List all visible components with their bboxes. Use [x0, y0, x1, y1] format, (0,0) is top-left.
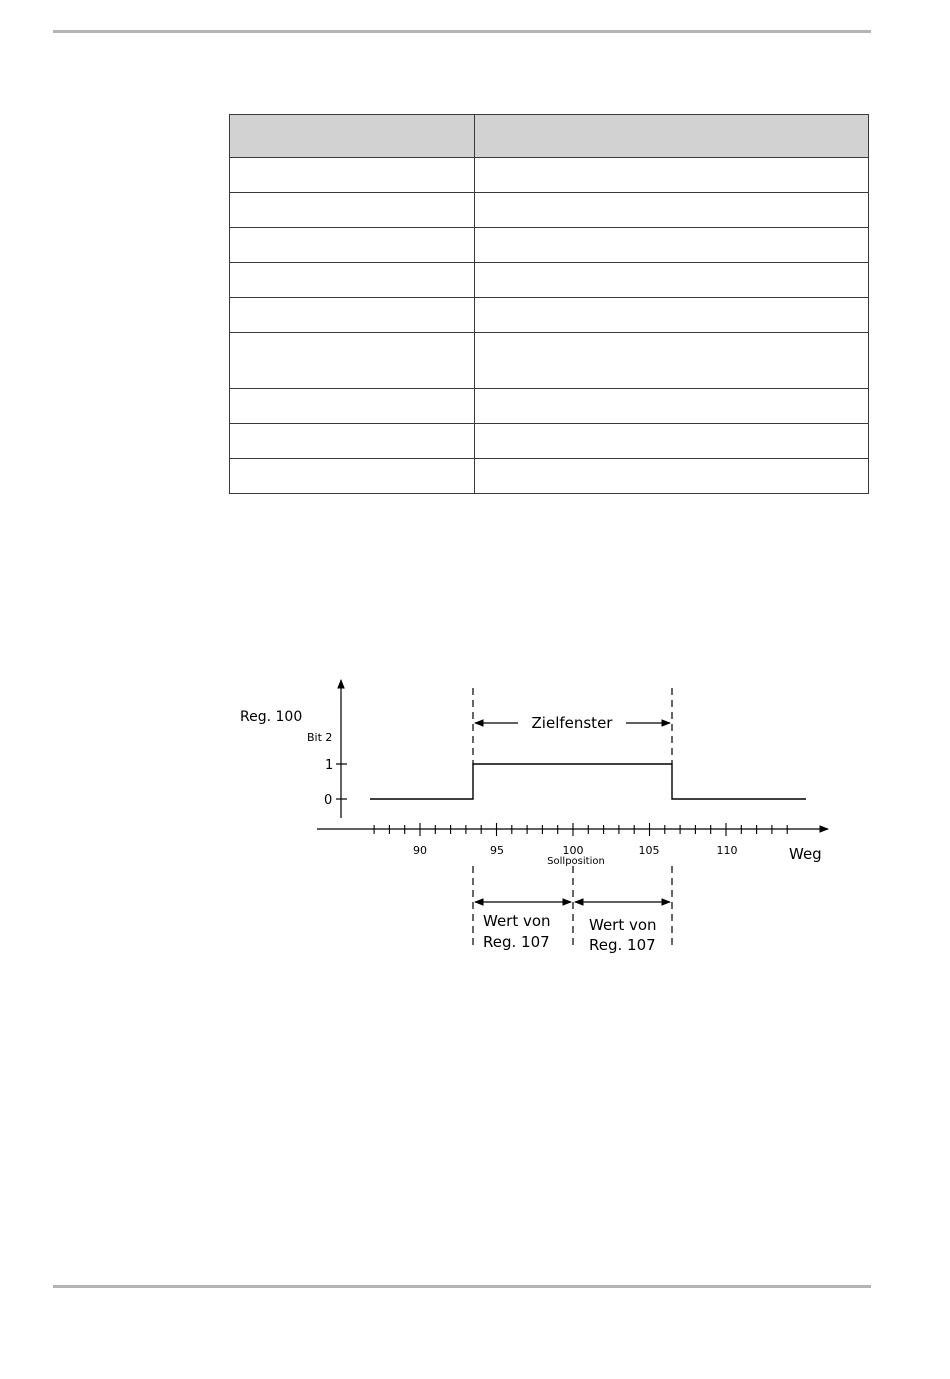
x-tick-label-90: 90	[413, 844, 427, 857]
right-value-line2: Reg. 107	[589, 936, 656, 954]
bottom-rule	[53, 1285, 871, 1288]
setpoint-label: Sollposition	[547, 856, 605, 867]
x-axis-label: Weg	[789, 845, 822, 863]
right-value-line1: Wert von	[589, 916, 657, 934]
left-value-line2: Reg. 107	[483, 933, 550, 951]
x-tick-label-100: 100	[562, 844, 584, 857]
y-tick-label-0: 0	[324, 793, 333, 808]
y-tick-label-1: 1	[325, 758, 334, 773]
left-value-line1: Wert von	[483, 912, 551, 930]
bit-signal-line	[370, 764, 806, 799]
y-axis-subtitle: Bit 2	[307, 731, 333, 744]
window-label: Zielfenster	[531, 714, 613, 732]
x-tick-label-95: 95	[490, 844, 504, 857]
x-tick-label-110: 110	[716, 844, 738, 857]
x-tick-label-105: 105	[638, 844, 660, 857]
y-axis-title: Reg. 100	[240, 709, 303, 725]
